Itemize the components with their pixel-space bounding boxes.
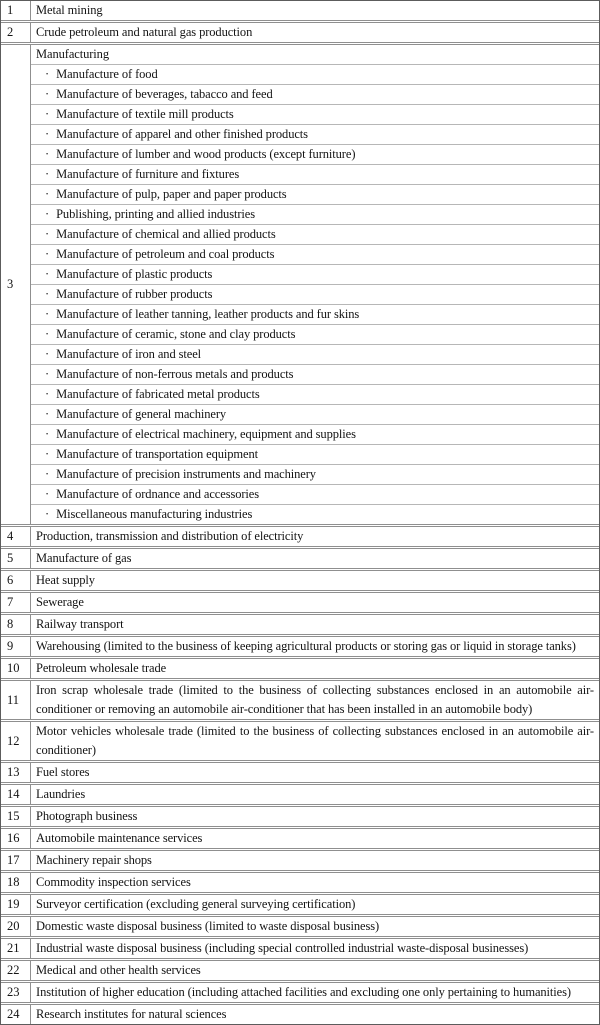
bullet-dot: · bbox=[45, 507, 50, 521]
table-row bbox=[1, 590, 599, 612]
row-text: Railway transport bbox=[36, 617, 124, 631]
table-row bbox=[1, 914, 599, 936]
bullet-dot: · bbox=[45, 267, 50, 281]
row-content bbox=[31, 637, 599, 656]
sub-row bbox=[31, 364, 599, 384]
row-content bbox=[31, 829, 599, 848]
row-number: 17 bbox=[1, 851, 31, 870]
row-number: 23 bbox=[1, 983, 31, 1002]
sub-item-text: Manufacture of rubber products bbox=[56, 287, 213, 301]
sub-row bbox=[31, 304, 599, 324]
sub-item-text: Manufacture of leather tanning, leather products and fur skins bbox=[56, 307, 360, 321]
bullet-dot: · bbox=[45, 447, 50, 461]
table-row bbox=[1, 870, 599, 892]
bullet-dot: · bbox=[45, 407, 50, 421]
sub-item-text: Manufacture of electrical machinery, equipment and supplies bbox=[56, 427, 356, 441]
row-content bbox=[31, 961, 599, 980]
row-text: Surveyor certification (excluding general surveying certification) bbox=[36, 897, 356, 911]
table-row bbox=[1, 892, 599, 914]
table-row bbox=[1, 980, 599, 1002]
sub-item-text: Manufacture of non-ferrous metals and products bbox=[56, 367, 294, 381]
sub-row bbox=[31, 444, 599, 464]
row-text: Industrial waste disposal business (including special controlled industrial waste-disposal businesses) bbox=[36, 941, 529, 955]
row-text: Motor vehicles wholesale trade (limited to the business of collecting substances enclosed in an automobile air-conditioner) bbox=[36, 724, 594, 757]
sub-row bbox=[31, 244, 599, 264]
table-row bbox=[1, 826, 599, 848]
sub-item-text: Manufacture of lumber and wood products (except furniture) bbox=[56, 147, 356, 161]
table-row bbox=[1, 678, 599, 719]
sub-row bbox=[31, 84, 599, 104]
row-text: Medical and other health services bbox=[36, 963, 201, 977]
row-number: 6 bbox=[1, 571, 31, 590]
sub-row bbox=[31, 404, 599, 424]
sub-item-text: Manufacture of chemical and allied products bbox=[56, 227, 276, 241]
bullet-dot: · bbox=[45, 207, 50, 221]
row-number: 14 bbox=[1, 785, 31, 804]
bullet-dot: · bbox=[45, 347, 50, 361]
table-row bbox=[1, 848, 599, 870]
row-text: Petroleum wholesale trade bbox=[36, 661, 167, 675]
sub-row bbox=[31, 284, 599, 304]
row-number: 12 bbox=[1, 722, 31, 760]
sub-item-text: Manufacture of furniture and fixtures bbox=[56, 167, 240, 181]
row-number: 24 bbox=[1, 1005, 31, 1024]
row-number: 18 bbox=[1, 873, 31, 892]
bullet-dot: · bbox=[45, 387, 50, 401]
sub-row bbox=[31, 164, 599, 184]
sub-row bbox=[31, 324, 599, 344]
table-row bbox=[1, 782, 599, 804]
row-number: 19 bbox=[1, 895, 31, 914]
row-number: 1 bbox=[1, 1, 31, 20]
sub-item-text: Manufacture of iron and steel bbox=[56, 347, 202, 361]
row-content bbox=[31, 1, 599, 20]
bullet-dot: · bbox=[45, 127, 50, 141]
sub-item-text: Publishing, printing and allied industries bbox=[56, 207, 255, 221]
bullet-dot: · bbox=[45, 287, 50, 301]
sub-row bbox=[31, 484, 599, 504]
bullet-dot: · bbox=[45, 107, 50, 121]
row-text: Iron scrap wholesale trade (limited to the business of collecting substances enclosed in an automobile air-conditioner or removing an automobile air-conditioner that has been installed in an automobile body) bbox=[36, 683, 594, 716]
sub-row bbox=[31, 184, 599, 204]
table-row bbox=[1, 936, 599, 958]
row-number: 5 bbox=[1, 549, 31, 568]
bullet-dot: · bbox=[45, 327, 50, 341]
row-text: Production, transmission and distribution of electricity bbox=[36, 529, 304, 543]
table-row bbox=[1, 524, 599, 546]
sub-row bbox=[31, 384, 599, 404]
bullet-dot: · bbox=[45, 187, 50, 201]
sub-row bbox=[31, 204, 599, 224]
table-row bbox=[1, 1002, 599, 1024]
sub-item-text: Manufacture of plastic products bbox=[56, 267, 213, 281]
sub-item-text: Manufacture of apparel and other finished products bbox=[56, 127, 308, 141]
sub-row bbox=[31, 104, 599, 124]
row-text: Photograph business bbox=[36, 809, 138, 823]
row-text: Laundries bbox=[36, 787, 86, 801]
row-content bbox=[31, 785, 599, 804]
sub-row bbox=[31, 64, 599, 84]
row-text: Crude petroleum and natural gas production bbox=[36, 25, 253, 39]
row-content bbox=[31, 939, 599, 958]
sub-row bbox=[31, 344, 599, 364]
row-text: Heat supply bbox=[36, 573, 95, 587]
bullet-dot: · bbox=[45, 167, 50, 181]
bullet-dot: · bbox=[45, 87, 50, 101]
sub-item-text: Manufacture of fabricated metal products bbox=[56, 387, 260, 401]
row-text: Fuel stores bbox=[36, 765, 90, 779]
bullet-dot: · bbox=[45, 487, 50, 501]
sub-item-text: Manufacture of textile mill products bbox=[56, 107, 234, 121]
bullet-dot: · bbox=[45, 67, 50, 81]
row-content bbox=[31, 917, 599, 936]
table-row bbox=[1, 20, 599, 42]
row-content bbox=[31, 681, 599, 719]
sub-row bbox=[31, 424, 599, 444]
sub-row bbox=[31, 504, 599, 524]
sub-item-text: Manufacture of food bbox=[56, 67, 158, 81]
row-text: Manufacture of gas bbox=[36, 551, 132, 565]
table-row bbox=[1, 719, 599, 760]
row-number: 13 bbox=[1, 763, 31, 782]
row-text: Metal mining bbox=[36, 3, 103, 17]
sub-row bbox=[31, 124, 599, 144]
table-row bbox=[1, 1, 599, 20]
row-number: 16 bbox=[1, 829, 31, 848]
table-row-manufacturing bbox=[1, 42, 599, 524]
row-content bbox=[31, 873, 599, 892]
row-number: 10 bbox=[1, 659, 31, 678]
row-number: 22 bbox=[1, 961, 31, 980]
row-number: 20 bbox=[1, 917, 31, 936]
sub-item-text: Manufacture of transportation equipment bbox=[56, 447, 259, 461]
row-content bbox=[31, 807, 599, 826]
row-content bbox=[31, 527, 599, 546]
row-content bbox=[31, 593, 599, 612]
bullet-dot: · bbox=[45, 227, 50, 241]
row-text: Sewerage bbox=[36, 595, 84, 609]
row-content bbox=[31, 1005, 599, 1024]
row-text: Manufacturing bbox=[36, 47, 109, 61]
row-content bbox=[31, 763, 599, 782]
row-content bbox=[31, 895, 599, 914]
row-text: Research institutes for natural sciences bbox=[36, 1007, 227, 1021]
sub-item-text: Manufacture of beverages, tabacco and feed bbox=[56, 87, 273, 101]
bullet-dot: · bbox=[45, 247, 50, 261]
row-content bbox=[31, 549, 599, 568]
row-text: Institution of higher education (including attached facilities and excluding one only pertaining to humanities) bbox=[36, 985, 571, 999]
sub-row bbox=[31, 45, 599, 64]
row-content bbox=[31, 851, 599, 870]
row-number: 3 bbox=[1, 45, 31, 524]
sub-row bbox=[31, 144, 599, 164]
row-text: Automobile maintenance services bbox=[36, 831, 203, 845]
row-content bbox=[31, 659, 599, 678]
row-content bbox=[31, 615, 599, 634]
sub-item-text: Manufacture of precision instruments and machinery bbox=[56, 467, 316, 481]
sub-item-text: Manufacture of pulp, paper and paper products bbox=[56, 187, 287, 201]
row-content bbox=[31, 983, 599, 1002]
sub-item-text: Manufacture of ordnance and accessories bbox=[56, 487, 260, 501]
sub-item-text: Miscellaneous manufacturing industries bbox=[56, 507, 253, 521]
table-row bbox=[1, 958, 599, 980]
sub-row bbox=[31, 264, 599, 284]
row-number: 4 bbox=[1, 527, 31, 546]
row-text: Warehousing (limited to the business of keeping agricultural products or storing gas or liquid in storage tanks) bbox=[36, 639, 576, 653]
row-content bbox=[31, 722, 599, 760]
bullet-dot: · bbox=[45, 467, 50, 481]
row-text: Domestic waste disposal business (limited to waste disposal business) bbox=[36, 919, 380, 933]
table-row bbox=[1, 656, 599, 678]
row-number: 21 bbox=[1, 939, 31, 958]
row-number: 11 bbox=[1, 681, 31, 719]
bullet-dot: · bbox=[45, 147, 50, 161]
row-number: 9 bbox=[1, 637, 31, 656]
row-number: 15 bbox=[1, 807, 31, 826]
table-row bbox=[1, 612, 599, 634]
row-text: Machinery repair shops bbox=[36, 853, 152, 867]
sub-row bbox=[31, 224, 599, 244]
sub-item-text: Manufacture of ceramic, stone and clay products bbox=[56, 327, 296, 341]
row-number: 8 bbox=[1, 615, 31, 634]
row-content bbox=[31, 571, 599, 590]
table-row bbox=[1, 634, 599, 656]
bullet-dot: · bbox=[45, 367, 50, 381]
row-number: 7 bbox=[1, 593, 31, 612]
bullet-dot: · bbox=[45, 307, 50, 321]
table-row bbox=[1, 760, 599, 782]
row-text: Commodity inspection services bbox=[36, 875, 191, 889]
sub-item-text: Manufacture of general machinery bbox=[56, 407, 227, 421]
table-row bbox=[1, 568, 599, 590]
row-content bbox=[31, 45, 599, 524]
table-row bbox=[1, 804, 599, 826]
sub-item-text: Manufacture of petroleum and coal products bbox=[56, 247, 275, 261]
row-content bbox=[31, 23, 599, 42]
sub-row bbox=[31, 464, 599, 484]
bullet-dot: · bbox=[45, 427, 50, 441]
table-row bbox=[1, 546, 599, 568]
row-number: 2 bbox=[1, 23, 31, 42]
